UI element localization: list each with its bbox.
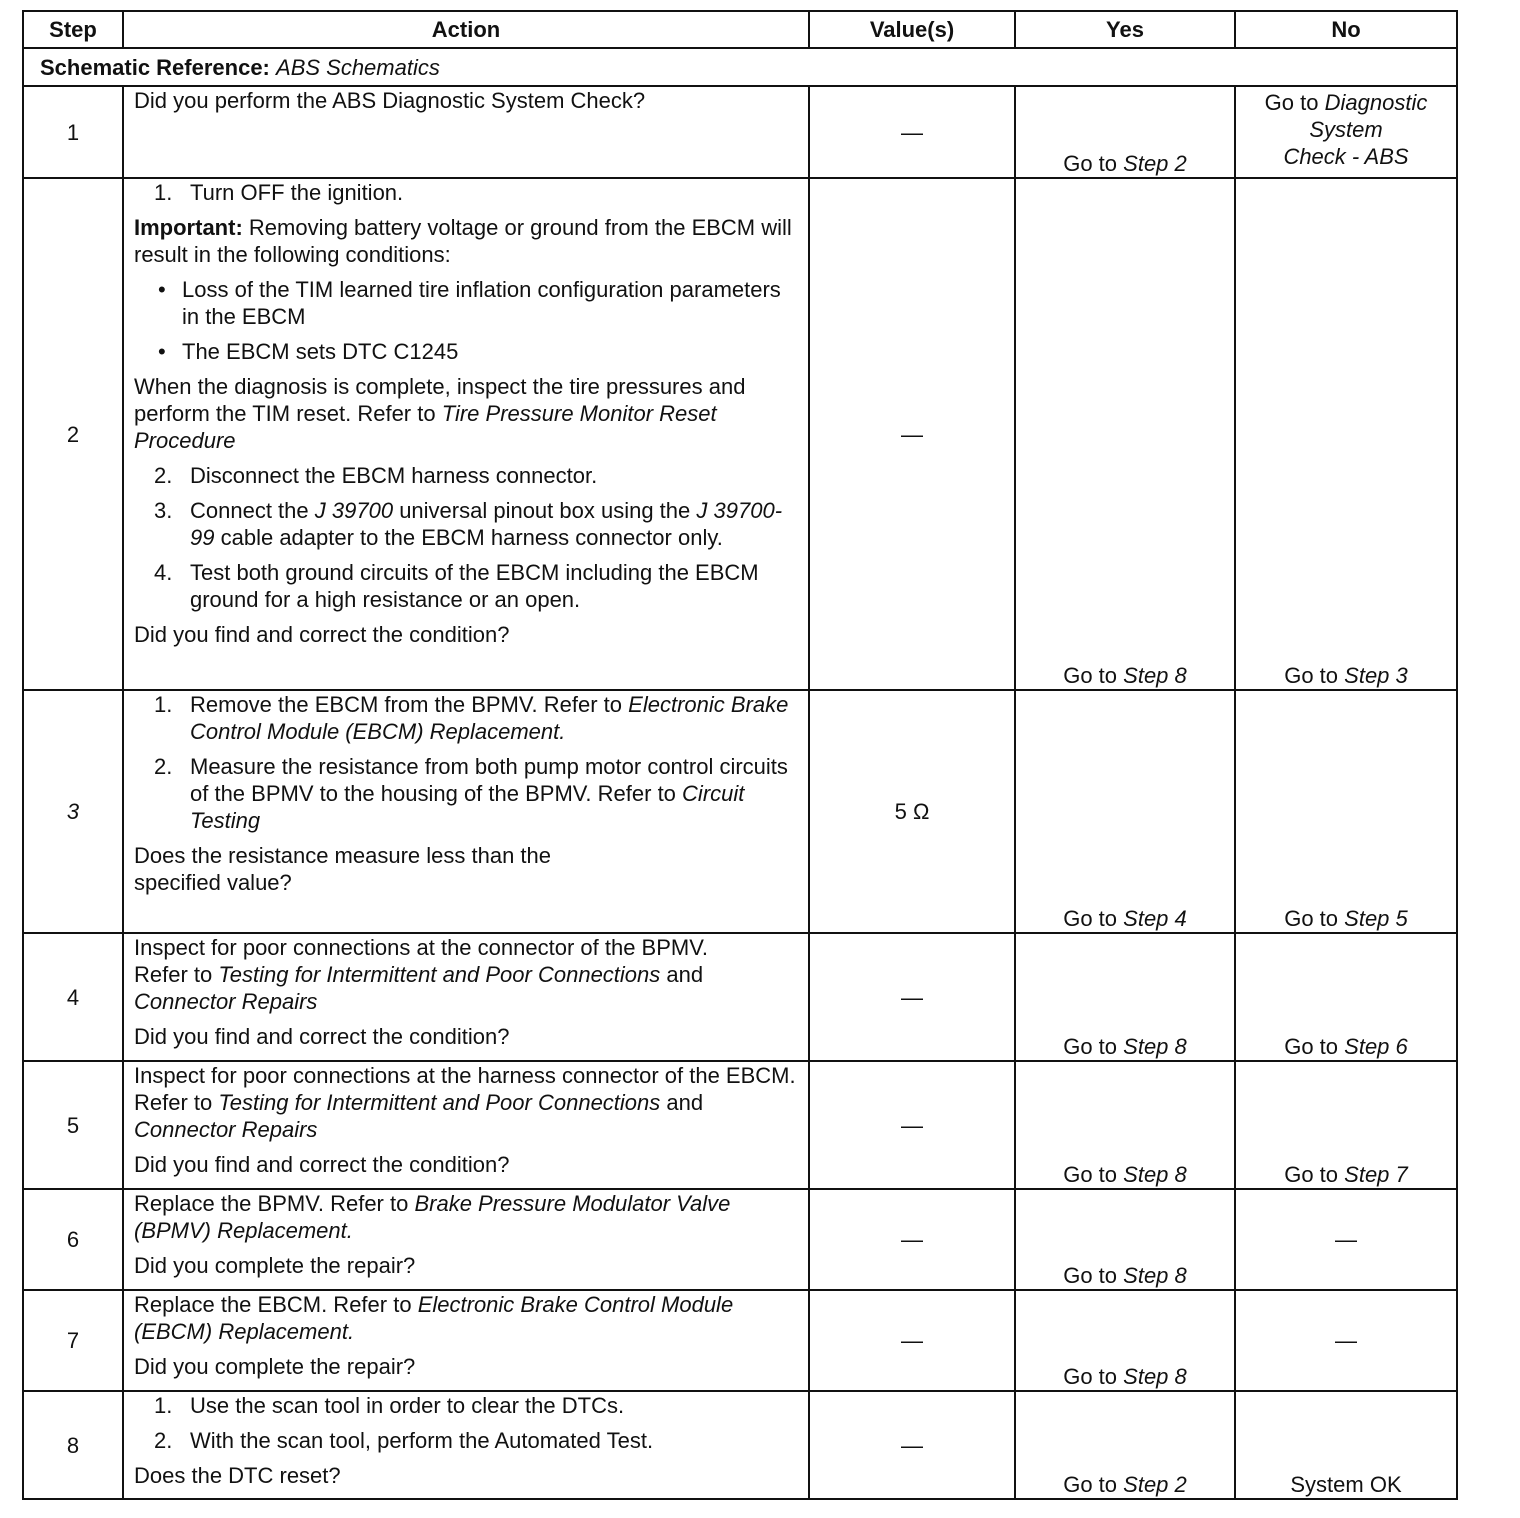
yes-cell	[1015, 933, 1235, 1061]
item-number: 2.	[154, 463, 173, 488]
yes-cell	[1015, 1189, 1235, 1290]
reference-link[interactable]: Electronic Brake Control Module (EBCM) Replacement.	[134, 1292, 734, 1344]
item-text: Test both ground circuits of the EBCM including the EBCM ground for a high resistance or an open.	[190, 560, 759, 612]
note-paragraph	[134, 373, 798, 454]
header-yes: Yes	[1015, 11, 1235, 48]
important-text: Removing battery voltage or ground from the EBCM will result in the following conditions:	[134, 215, 792, 267]
schematic-label: Schematic Reference:	[40, 54, 270, 80]
numbered-item	[154, 179, 798, 206]
goto-label: Go to	[1063, 663, 1118, 688]
action-question: Did you perform the ABS Diagnostic System Check?	[134, 88, 646, 113]
value-cell: —	[809, 1189, 1015, 1290]
reference-link[interactable]: Connector Repairs	[134, 989, 318, 1014]
step-number: 1	[23, 86, 123, 178]
step-number: 6	[23, 1189, 123, 1290]
item-text: Use the scan tool in order to clear the DTCs.	[190, 1393, 625, 1418]
action-cell	[123, 1061, 809, 1189]
action-question: Did you find and correct the condition?	[134, 622, 510, 647]
yes-step-link[interactable]: Step 4	[1123, 906, 1187, 931]
item-text	[190, 691, 798, 745]
bullet-item	[158, 338, 798, 365]
value-cell: —	[809, 1290, 1015, 1391]
action-question: Did you complete the repair?	[134, 1354, 416, 1379]
tool-reference[interactable]: J 39700-99	[190, 498, 783, 550]
reference-link[interactable]: Testing for Intermittent and Poor Connections	[218, 962, 661, 987]
action-cell	[123, 86, 809, 178]
text-part: cable adapter to the EBCM harness connector only.	[220, 525, 723, 550]
step-number: 4	[23, 933, 123, 1061]
reference-link[interactable]: Circuit Testing	[190, 781, 745, 833]
header-row	[23, 11, 1457, 48]
yes-cell	[1015, 178, 1235, 690]
item-number: 1.	[154, 1393, 173, 1418]
goto-label: Go to	[1284, 906, 1339, 931]
table-row	[23, 1290, 1457, 1391]
yes-cell	[1015, 1391, 1235, 1499]
action-question: Did you find and correct the condition?	[134, 1024, 510, 1049]
yes-step-link[interactable]: Step 8	[1123, 1364, 1187, 1389]
reference-link[interactable]: Tire Pressure Monitor Reset Procedure	[134, 401, 717, 453]
item-number: 1.	[154, 692, 173, 717]
reference-link[interactable]: Testing for Intermittent and Poor Connections	[218, 1090, 661, 1115]
yes-step-link[interactable]: Step 2	[1123, 151, 1187, 176]
action-paragraph	[134, 1291, 798, 1345]
reference-link[interactable]: Connector Repairs	[134, 1117, 318, 1142]
table-row	[23, 933, 1457, 1061]
tool-reference[interactable]: J 39700	[314, 498, 394, 523]
reference-link[interactable]: Electronic Brake Control Module (EBCM) Replacement.	[190, 692, 789, 744]
value-cell: —	[809, 1391, 1015, 1499]
numbered-item	[154, 1392, 798, 1419]
yes-step-link[interactable]: Step 8	[1123, 1263, 1187, 1288]
no-link-part[interactable]: System	[1309, 117, 1383, 142]
goto-label: Go to	[1284, 1162, 1339, 1187]
no-cell	[1235, 690, 1457, 933]
important-label: Important:	[134, 215, 243, 240]
text-part: Inspect for poor connections at the connector of the BPMV. Refer to	[134, 935, 708, 987]
text-part: Replace the BPMV. Refer to	[134, 1191, 409, 1216]
yes-step-link[interactable]: Step 8	[1123, 663, 1187, 688]
table-row	[23, 1189, 1457, 1290]
step-number: 2	[23, 178, 123, 690]
yes-step-link[interactable]: Step 2	[1123, 1472, 1187, 1497]
text-part: Replace the EBCM. Refer to	[134, 1292, 412, 1317]
item-text: The EBCM sets DTC C1245	[182, 339, 459, 364]
no-line-1	[1246, 89, 1446, 116]
action-cell	[123, 933, 809, 1061]
text-part: Measure the resistance from both pump motor control circuits of the BPMV to the housing of the BPMV. Refer to	[190, 754, 788, 806]
goto-label: Go to	[1063, 906, 1118, 931]
reference-link[interactable]: Brake Pressure Modulator Valve (BPMV) Replacement.	[134, 1191, 731, 1243]
step-number: 7	[23, 1290, 123, 1391]
bullet-item	[158, 276, 798, 330]
yes-cell	[1015, 1061, 1235, 1189]
step-number: 3	[23, 690, 123, 933]
value-cell: 5 Ω	[809, 690, 1015, 933]
note-text: When the diagnosis is complete, inspect the tire pressures and perform the TIM reset. Refer to	[134, 374, 746, 426]
item-number: 3.	[154, 498, 173, 523]
yes-cell	[1015, 86, 1235, 178]
no-cell	[1235, 178, 1457, 690]
yes-cell	[1015, 690, 1235, 933]
item-number: 1.	[154, 180, 173, 205]
yes-cell	[1015, 1290, 1235, 1391]
item-number: 2.	[154, 1428, 173, 1453]
goto-label: Go to	[1284, 1034, 1339, 1059]
text-part: Connect the	[190, 498, 309, 523]
item-text	[190, 497, 798, 551]
item-text: With the scan tool, perform the Automated Test.	[190, 1428, 654, 1453]
numbered-item	[154, 1427, 798, 1454]
goto-label: Go to	[1063, 151, 1118, 176]
table-row	[23, 1391, 1457, 1499]
header-step: Step	[23, 11, 123, 48]
no-cell: System OK	[1235, 1391, 1457, 1499]
diagnostic-table	[22, 10, 1458, 1500]
no-link-part[interactable]: Diagnostic	[1324, 90, 1428, 115]
no-step-link[interactable]: Step 3	[1344, 663, 1408, 688]
value-cell: —	[809, 86, 1015, 178]
action-cell	[123, 1290, 809, 1391]
goto-label: Go to	[1063, 1034, 1118, 1059]
schematic-link[interactable]: ABS Schematics	[276, 54, 440, 80]
item-number: 4.	[154, 560, 173, 585]
value-cell: —	[809, 933, 1015, 1061]
text-part: and	[666, 962, 704, 987]
schematic-reference	[23, 48, 1457, 86]
value-cell: —	[809, 1061, 1015, 1189]
step-number: 5	[23, 1061, 123, 1189]
no-link-part[interactable]: Check - ABS	[1283, 144, 1409, 169]
item-text: Loss of the TIM learned tire inflation configuration parameters in the EBCM	[182, 277, 781, 329]
header-no: No	[1235, 11, 1457, 48]
bullet-icon: •	[158, 339, 166, 364]
goto-label: Go to	[1063, 1162, 1118, 1187]
numbered-item	[154, 462, 798, 489]
text-part: Inspect for poor connections at the harness connector of the EBCM. Refer to	[134, 1063, 796, 1115]
goto-label: Go to	[1063, 1263, 1118, 1288]
goto-label: Go to	[1063, 1364, 1118, 1389]
text-part: and	[666, 1090, 704, 1115]
table-row	[23, 690, 1457, 933]
schematic-row	[23, 48, 1457, 86]
action-cell	[123, 178, 809, 690]
no-cell	[1235, 86, 1457, 178]
goto-label: Go to	[1063, 1472, 1118, 1497]
text-part: Remove the EBCM from the BPMV. Refer to	[190, 692, 623, 717]
action-question: Did you complete the repair?	[134, 1253, 416, 1278]
no-cell	[1235, 933, 1457, 1061]
text-part: universal pinout box using the	[399, 498, 691, 523]
value-cell: —	[809, 178, 1015, 690]
action-question: Did you find and correct the condition?	[134, 1152, 510, 1177]
bullet-icon: •	[158, 277, 166, 302]
item-text: Disconnect the EBCM harness connector.	[190, 463, 598, 488]
table-row	[23, 86, 1457, 178]
action-cell	[123, 1391, 809, 1499]
no-step-link[interactable]: Step 7	[1344, 1162, 1408, 1187]
no-cell: —	[1235, 1189, 1457, 1290]
yes-step-link[interactable]: Step 8	[1123, 1034, 1187, 1059]
action-paragraph	[134, 1190, 798, 1244]
action-paragraph	[134, 1062, 798, 1143]
item-text: Turn OFF the ignition.	[190, 180, 404, 205]
step-number: 8	[23, 1391, 123, 1499]
no-step-link[interactable]: Step 5	[1344, 906, 1408, 931]
header-values: Value(s)	[809, 11, 1015, 48]
header-action: Action	[123, 11, 809, 48]
no-cell: —	[1235, 1290, 1457, 1391]
table-row	[23, 1061, 1457, 1189]
action-question: Does the resistance measure less than the specified value?	[134, 843, 552, 895]
item-number: 2.	[154, 754, 173, 779]
numbered-item	[154, 753, 798, 834]
yes-step-link[interactable]: Step 8	[1123, 1162, 1187, 1187]
numbered-item	[154, 559, 798, 613]
action-cell	[123, 690, 809, 933]
action-paragraph	[134, 934, 734, 1015]
item-text	[190, 753, 798, 834]
numbered-item	[154, 497, 798, 551]
goto-label: Go to	[1284, 663, 1339, 688]
action-question: Does the DTC reset?	[134, 1463, 341, 1488]
goto-label: Go to	[1264, 90, 1319, 115]
no-cell	[1235, 1061, 1457, 1189]
important-note	[134, 214, 798, 268]
numbered-item	[154, 691, 798, 745]
table-row	[23, 178, 1457, 690]
no-step-link[interactable]: Step 6	[1344, 1034, 1408, 1059]
action-cell	[123, 1189, 809, 1290]
